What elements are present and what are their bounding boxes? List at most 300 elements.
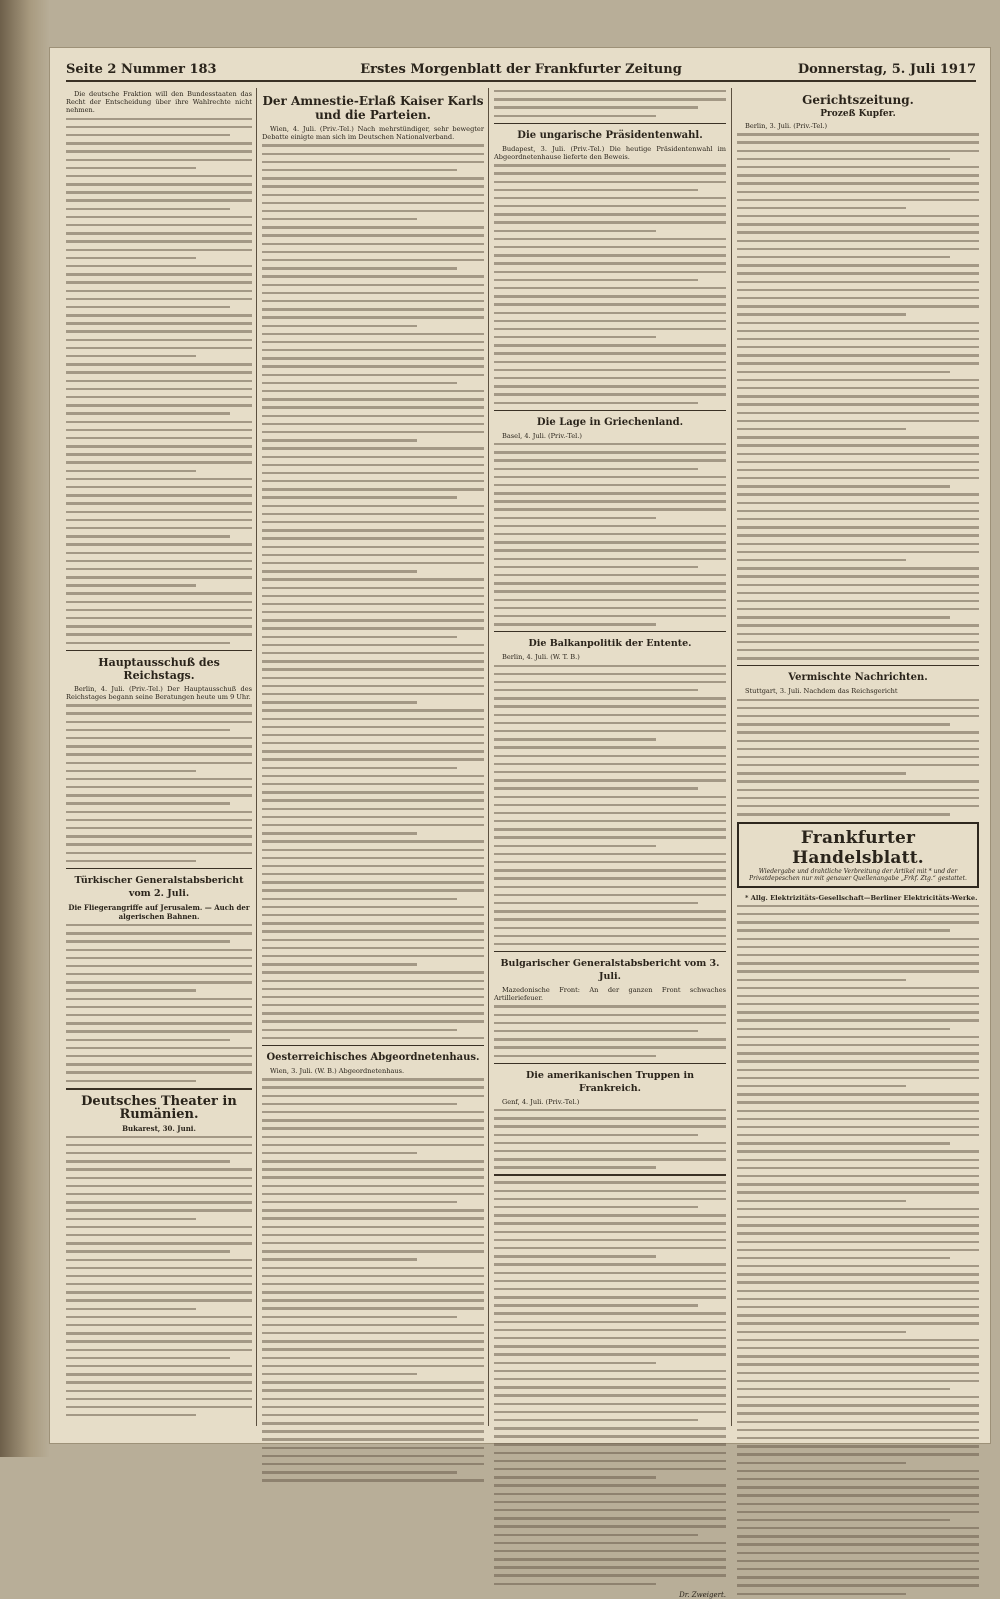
text-line: [262, 1029, 457, 1031]
text-line: [494, 1134, 698, 1136]
article-divider: [494, 410, 726, 411]
text-line: [494, 771, 726, 773]
text-line: [494, 812, 726, 814]
text-line: [66, 770, 196, 772]
text-line: [737, 789, 979, 791]
text-line: [494, 1117, 726, 1119]
text-line: [66, 322, 252, 324]
text-line: [262, 423, 484, 425]
text-line: [494, 615, 726, 617]
text-line: [494, 115, 656, 117]
text-line: [262, 693, 484, 695]
text-line: [262, 1160, 484, 1162]
text-line: [494, 861, 726, 863]
text-line: [262, 816, 484, 818]
text-line: [262, 1373, 417, 1375]
text-line: [494, 344, 726, 346]
handelsblatt-notice: Wiedergabe und drahtliche Verbreitung der Artikel mit * und der Privatdepeschen nur mit genauer Quellenangabe „Frkf. Ztg.“ gestattet.: [749, 867, 967, 882]
text-line: [262, 791, 484, 793]
text-line: [737, 1331, 906, 1333]
text-line: [737, 428, 906, 430]
text-line: [737, 199, 979, 201]
text-line: [737, 1535, 979, 1537]
newspaper-page: [50, 48, 990, 1599]
text-line: [66, 1259, 252, 1261]
text-line: [262, 849, 484, 851]
text-line: [737, 1404, 979, 1406]
text-line: [494, 393, 726, 395]
handelsblatt-section: [737, 822, 979, 888]
text-line: [262, 627, 484, 629]
article-lead: Stuttgart, 3. Juli. Nachdem das Reichsgericht: [745, 687, 898, 696]
text-line: [737, 764, 979, 766]
text-line: [262, 1012, 484, 1014]
text-line: [494, 927, 726, 929]
text-block: [494, 1109, 726, 1169]
article-divider: [262, 1045, 484, 1046]
text-line: [737, 1167, 979, 1169]
text-line: [262, 513, 484, 515]
text-line: [66, 1168, 252, 1170]
text-line: [737, 1281, 979, 1283]
text-line: [262, 177, 484, 179]
text-line: [262, 529, 484, 531]
article-title-griechenland: Die Lage in Griechenland.: [536, 416, 684, 428]
article-title-theater-rumaenien: Deutsches Theater in Rumänien.: [81, 1093, 237, 1122]
column-1-intro: [66, 90, 252, 115]
text-line: [262, 1209, 484, 1211]
article-lead: Basel, 4. Juli. (Priv.-Tel.): [502, 431, 582, 440]
text-line: [66, 1030, 252, 1032]
text-line: [66, 543, 252, 545]
text-line: [737, 1462, 906, 1464]
text-line: [66, 437, 252, 439]
text-line: [737, 1249, 979, 1251]
text-line: [66, 1185, 252, 1187]
text-line: [262, 243, 484, 245]
text-line: [737, 1200, 906, 1202]
text-line: [66, 762, 252, 764]
text-line: [262, 488, 484, 490]
text-line: [494, 402, 698, 404]
text-line: [737, 780, 979, 782]
issue-date: Donnerstag, 5. Juli 1917: [797, 62, 976, 77]
text-line: [262, 578, 484, 580]
text-line: [494, 1411, 726, 1413]
article-title-balkanpolitik: Die Balkanpolitik der Entente.: [528, 638, 692, 650]
text-line: [737, 231, 979, 233]
text-line: [494, 492, 726, 494]
text-line: [494, 246, 726, 248]
text-line: [66, 535, 230, 537]
text-line: [737, 707, 979, 709]
text-line: [737, 313, 906, 315]
text-line: [66, 150, 252, 152]
text-line: [494, 1566, 726, 1568]
text-line: [262, 480, 484, 482]
text-line: [494, 886, 726, 888]
text-line: [494, 352, 726, 354]
text-block: [494, 1005, 726, 1057]
text-line: [66, 1218, 196, 1220]
text-line: [494, 459, 726, 461]
text-line: [737, 1191, 979, 1193]
text-line: [737, 322, 979, 324]
text-line: [737, 1527, 979, 1529]
article-subtitle-prozess-kupfer: Prozeß Kupfer.: [820, 109, 896, 119]
text-line: [737, 1208, 979, 1210]
text-line: [737, 715, 979, 717]
text-block: [494, 164, 726, 404]
text-line: [262, 963, 417, 965]
text-line: [66, 265, 252, 267]
text-line: [737, 938, 979, 940]
text-line: [737, 1388, 950, 1390]
text-line: [494, 271, 726, 273]
text-line: [494, 599, 726, 601]
article-divider: [66, 1088, 252, 1090]
text-line: [66, 208, 230, 210]
text-line: [494, 1288, 726, 1290]
text-line: [262, 1103, 457, 1105]
text-line: [737, 453, 979, 455]
text-line: [66, 949, 252, 951]
text-line: [66, 519, 252, 521]
text-line: [262, 251, 484, 253]
text-line: [737, 150, 979, 152]
text-line: [66, 183, 252, 185]
text-line: [737, 1224, 979, 1226]
text-line: [494, 910, 726, 912]
text-line: [737, 403, 979, 405]
book-binding: [0, 0, 50, 1457]
text-line: [66, 314, 252, 316]
text-line: [262, 169, 457, 171]
text-line: [737, 412, 979, 414]
text-line: [262, 799, 484, 801]
handelsblatt-lead: * Allg. Elektrizitäts-Gesellschaft—Berliner Elektricitäts-Werke.: [745, 893, 978, 902]
text-line: [737, 1519, 950, 1521]
text-line: [494, 935, 726, 937]
text-line: [737, 1257, 950, 1259]
text-line: [66, 1006, 252, 1008]
text-line: [66, 552, 252, 554]
text-line: [737, 1543, 979, 1545]
text-line: [66, 592, 252, 594]
text-line: [737, 338, 979, 340]
newspaper-masthead: Erstes Morgenblatt der Frankfurter Zeitung: [360, 62, 682, 77]
page-header: [66, 60, 976, 82]
text-line: [262, 1447, 484, 1449]
text-line: [494, 549, 726, 551]
text-line: [737, 1011, 979, 1013]
text-line: [66, 1242, 252, 1244]
text-line: [262, 603, 484, 605]
text-line: [494, 1005, 726, 1007]
text-line: [262, 464, 484, 466]
text-line: [66, 843, 252, 845]
text-line: [737, 485, 950, 487]
text-line: [494, 918, 726, 920]
text-line: [494, 443, 726, 445]
column-rule: [488, 88, 489, 1426]
text-line: [66, 142, 252, 144]
text-line: [737, 510, 979, 512]
text-line: [494, 590, 726, 592]
text-line: [66, 1349, 252, 1351]
text-line: [66, 1080, 196, 1082]
text-line: [737, 723, 950, 725]
text-line: [737, 354, 979, 356]
article-title-abgeordnetenhaus: Oesterreichisches Abgeordnetenhaus.: [266, 1052, 480, 1064]
text-line: [262, 1234, 484, 1236]
text-line: [66, 355, 196, 357]
article-lead: Genf, 4. Juli. (Priv.-Tel.): [502, 1097, 580, 1106]
text-line: [262, 398, 484, 400]
text-line: [262, 1299, 484, 1301]
text-line: [737, 223, 979, 225]
text-line: [262, 914, 484, 916]
text-line: [262, 202, 484, 204]
text-line: [494, 828, 726, 830]
text-line: [262, 1136, 484, 1138]
text-line: [66, 118, 252, 120]
text-line: [66, 609, 252, 611]
text-line: [494, 820, 726, 822]
text-line: [494, 1386, 726, 1388]
text-line: [737, 477, 979, 479]
text-line: [494, 1353, 726, 1355]
text-line: [262, 1217, 484, 1219]
text-line: [262, 767, 457, 769]
text-line: [66, 134, 230, 136]
text-line: [66, 712, 252, 714]
text-line: [494, 336, 656, 338]
text-line: [737, 371, 950, 373]
text-line: [262, 1291, 484, 1293]
text-line: [262, 873, 484, 875]
text-line: [494, 730, 726, 732]
text-line: [494, 779, 726, 781]
text-line: [262, 971, 484, 973]
text-line: [494, 262, 726, 264]
text-line: [262, 144, 484, 146]
article-abgeordnetenhaus-body: [262, 1067, 484, 1075]
text-line: [737, 174, 979, 176]
text-line: [262, 1152, 417, 1154]
text-line: [737, 1511, 979, 1513]
article-amnestie-body: [262, 125, 484, 141]
text-line: [737, 1453, 979, 1455]
text-line: [494, 377, 726, 379]
text-line: [494, 197, 726, 199]
text-line: [262, 758, 484, 760]
text-line: [494, 689, 698, 691]
text-line: [262, 1004, 484, 1006]
text-line: [66, 1414, 196, 1416]
author-signature: Dr. Zweigert.: [679, 1590, 726, 1599]
column-rule: [256, 88, 257, 1426]
text-line: [737, 518, 979, 520]
text-line: [737, 1273, 979, 1275]
text-line: [737, 1314, 979, 1316]
text-line: [66, 560, 252, 562]
text-line: [66, 470, 196, 472]
text-line: [737, 1069, 979, 1071]
text-line: [737, 133, 979, 135]
text-line: [262, 1176, 484, 1178]
text-line: [262, 709, 484, 711]
text-line: [494, 697, 726, 699]
text-line: [262, 456, 484, 458]
text-line: [262, 292, 484, 294]
text-line: [66, 306, 230, 308]
text-line: [737, 346, 979, 348]
text-line: [494, 755, 726, 757]
text-line: [737, 1584, 979, 1586]
text-line: [494, 574, 726, 576]
article-bulgarischer-bericht-body: [494, 986, 726, 1002]
text-line: [737, 946, 979, 948]
text-line: [494, 558, 726, 560]
text-line: [737, 1347, 979, 1349]
text-line: [737, 1355, 979, 1357]
text-line: [494, 533, 726, 535]
text-line: [494, 90, 726, 92]
article-title-bulgarischer-bericht: Bulgarischer Generalstabsbericht vom 3. Juli.: [500, 958, 720, 983]
text-line: [262, 267, 457, 269]
text-line: [66, 794, 252, 796]
text-line: [737, 256, 950, 258]
text-line: [737, 1036, 979, 1038]
text-line: [494, 369, 726, 371]
text-line: [262, 1078, 484, 1080]
column-2: [262, 90, 484, 1428]
text-line: [494, 1312, 726, 1314]
text-line: [66, 347, 252, 349]
text-line: [494, 205, 726, 207]
text-line: [494, 213, 726, 215]
text-line: [66, 965, 252, 967]
text-line: [66, 617, 252, 619]
text-line: [262, 447, 484, 449]
text-block: [494, 665, 726, 946]
text-line: [262, 980, 484, 982]
text-line: [262, 218, 417, 220]
text-line: [494, 1427, 726, 1429]
text-line: [66, 273, 252, 275]
text-line: [737, 921, 979, 923]
text-line: [262, 636, 457, 638]
text-line: [262, 677, 484, 679]
text-line: [66, 1144, 252, 1146]
text-line: [737, 281, 979, 283]
text-line: [262, 1430, 484, 1432]
text-line: [262, 906, 484, 908]
text-line: [494, 714, 726, 716]
text-line: [494, 1055, 656, 1057]
text-line: [737, 1159, 979, 1161]
text-line: [494, 295, 726, 297]
text-line: [262, 546, 484, 548]
text-line: [494, 1542, 726, 1544]
text-line: [262, 1422, 484, 1424]
text-line: [737, 436, 979, 438]
text-line: [262, 275, 484, 277]
text-line: [262, 775, 484, 777]
text-line: [737, 1052, 979, 1054]
text-line: [262, 726, 484, 728]
text-line: [494, 1501, 726, 1503]
text-line: [66, 827, 252, 829]
text-line: [494, 541, 726, 543]
text-line: [737, 1322, 979, 1324]
text-line: [737, 526, 979, 528]
text-line: [66, 778, 252, 780]
text-line: [737, 289, 979, 291]
text-line: [737, 182, 979, 184]
text-block: [66, 704, 252, 862]
text-line: [262, 1037, 484, 1039]
article-lead: Budapest, 3. Juli. (Priv.-Tel.) Die heutige Präsidentenwahl im Abgeordnetenhause lieferte den Beweis.: [494, 144, 726, 161]
text-line: [262, 1332, 484, 1334]
text-line: [737, 387, 979, 389]
text-line: [66, 1047, 252, 1049]
text-block: [66, 1136, 252, 1417]
text-line: [262, 341, 484, 343]
text-line: [737, 1396, 979, 1398]
text-line: [737, 1503, 979, 1505]
text-line: [494, 665, 726, 667]
text-line: [262, 415, 484, 417]
text-line: [737, 493, 979, 495]
text-line: [737, 1437, 979, 1439]
text-line: [494, 1181, 726, 1183]
text-line: [737, 1183, 979, 1185]
text-line: [66, 1275, 252, 1277]
text-line: [66, 568, 252, 570]
text-line: [494, 287, 726, 289]
text-line: [66, 998, 252, 1000]
text-line: [737, 543, 979, 545]
text-line: [737, 305, 979, 307]
text-line: [737, 1470, 979, 1472]
text-line: [66, 1324, 252, 1326]
text-line: [737, 1290, 979, 1292]
article-subtitle-tuerkischer-bericht: Die Fliegerangriffe auf Jerusalem. — Auch der algerischen Bahnen.: [68, 902, 250, 921]
article-divider: [737, 665, 979, 666]
text-line: [262, 234, 484, 236]
text-line: [494, 673, 726, 675]
article-balkanpolitik-body: [494, 653, 726, 661]
text-line: [262, 210, 484, 212]
text-line: [494, 320, 726, 322]
text-line: [494, 1394, 726, 1396]
text-line: [262, 374, 484, 376]
text-line: [737, 575, 979, 577]
text-line: [494, 1419, 698, 1421]
text-line: [262, 1357, 484, 1359]
text-line: [66, 445, 252, 447]
text-line: [66, 167, 196, 169]
text-line: [66, 584, 196, 586]
text-line: [66, 729, 230, 731]
text-line: [66, 380, 252, 382]
text-line: [737, 1421, 979, 1423]
text-line: [494, 1109, 726, 1111]
text-line: [262, 898, 457, 900]
text-line: [494, 1190, 726, 1192]
